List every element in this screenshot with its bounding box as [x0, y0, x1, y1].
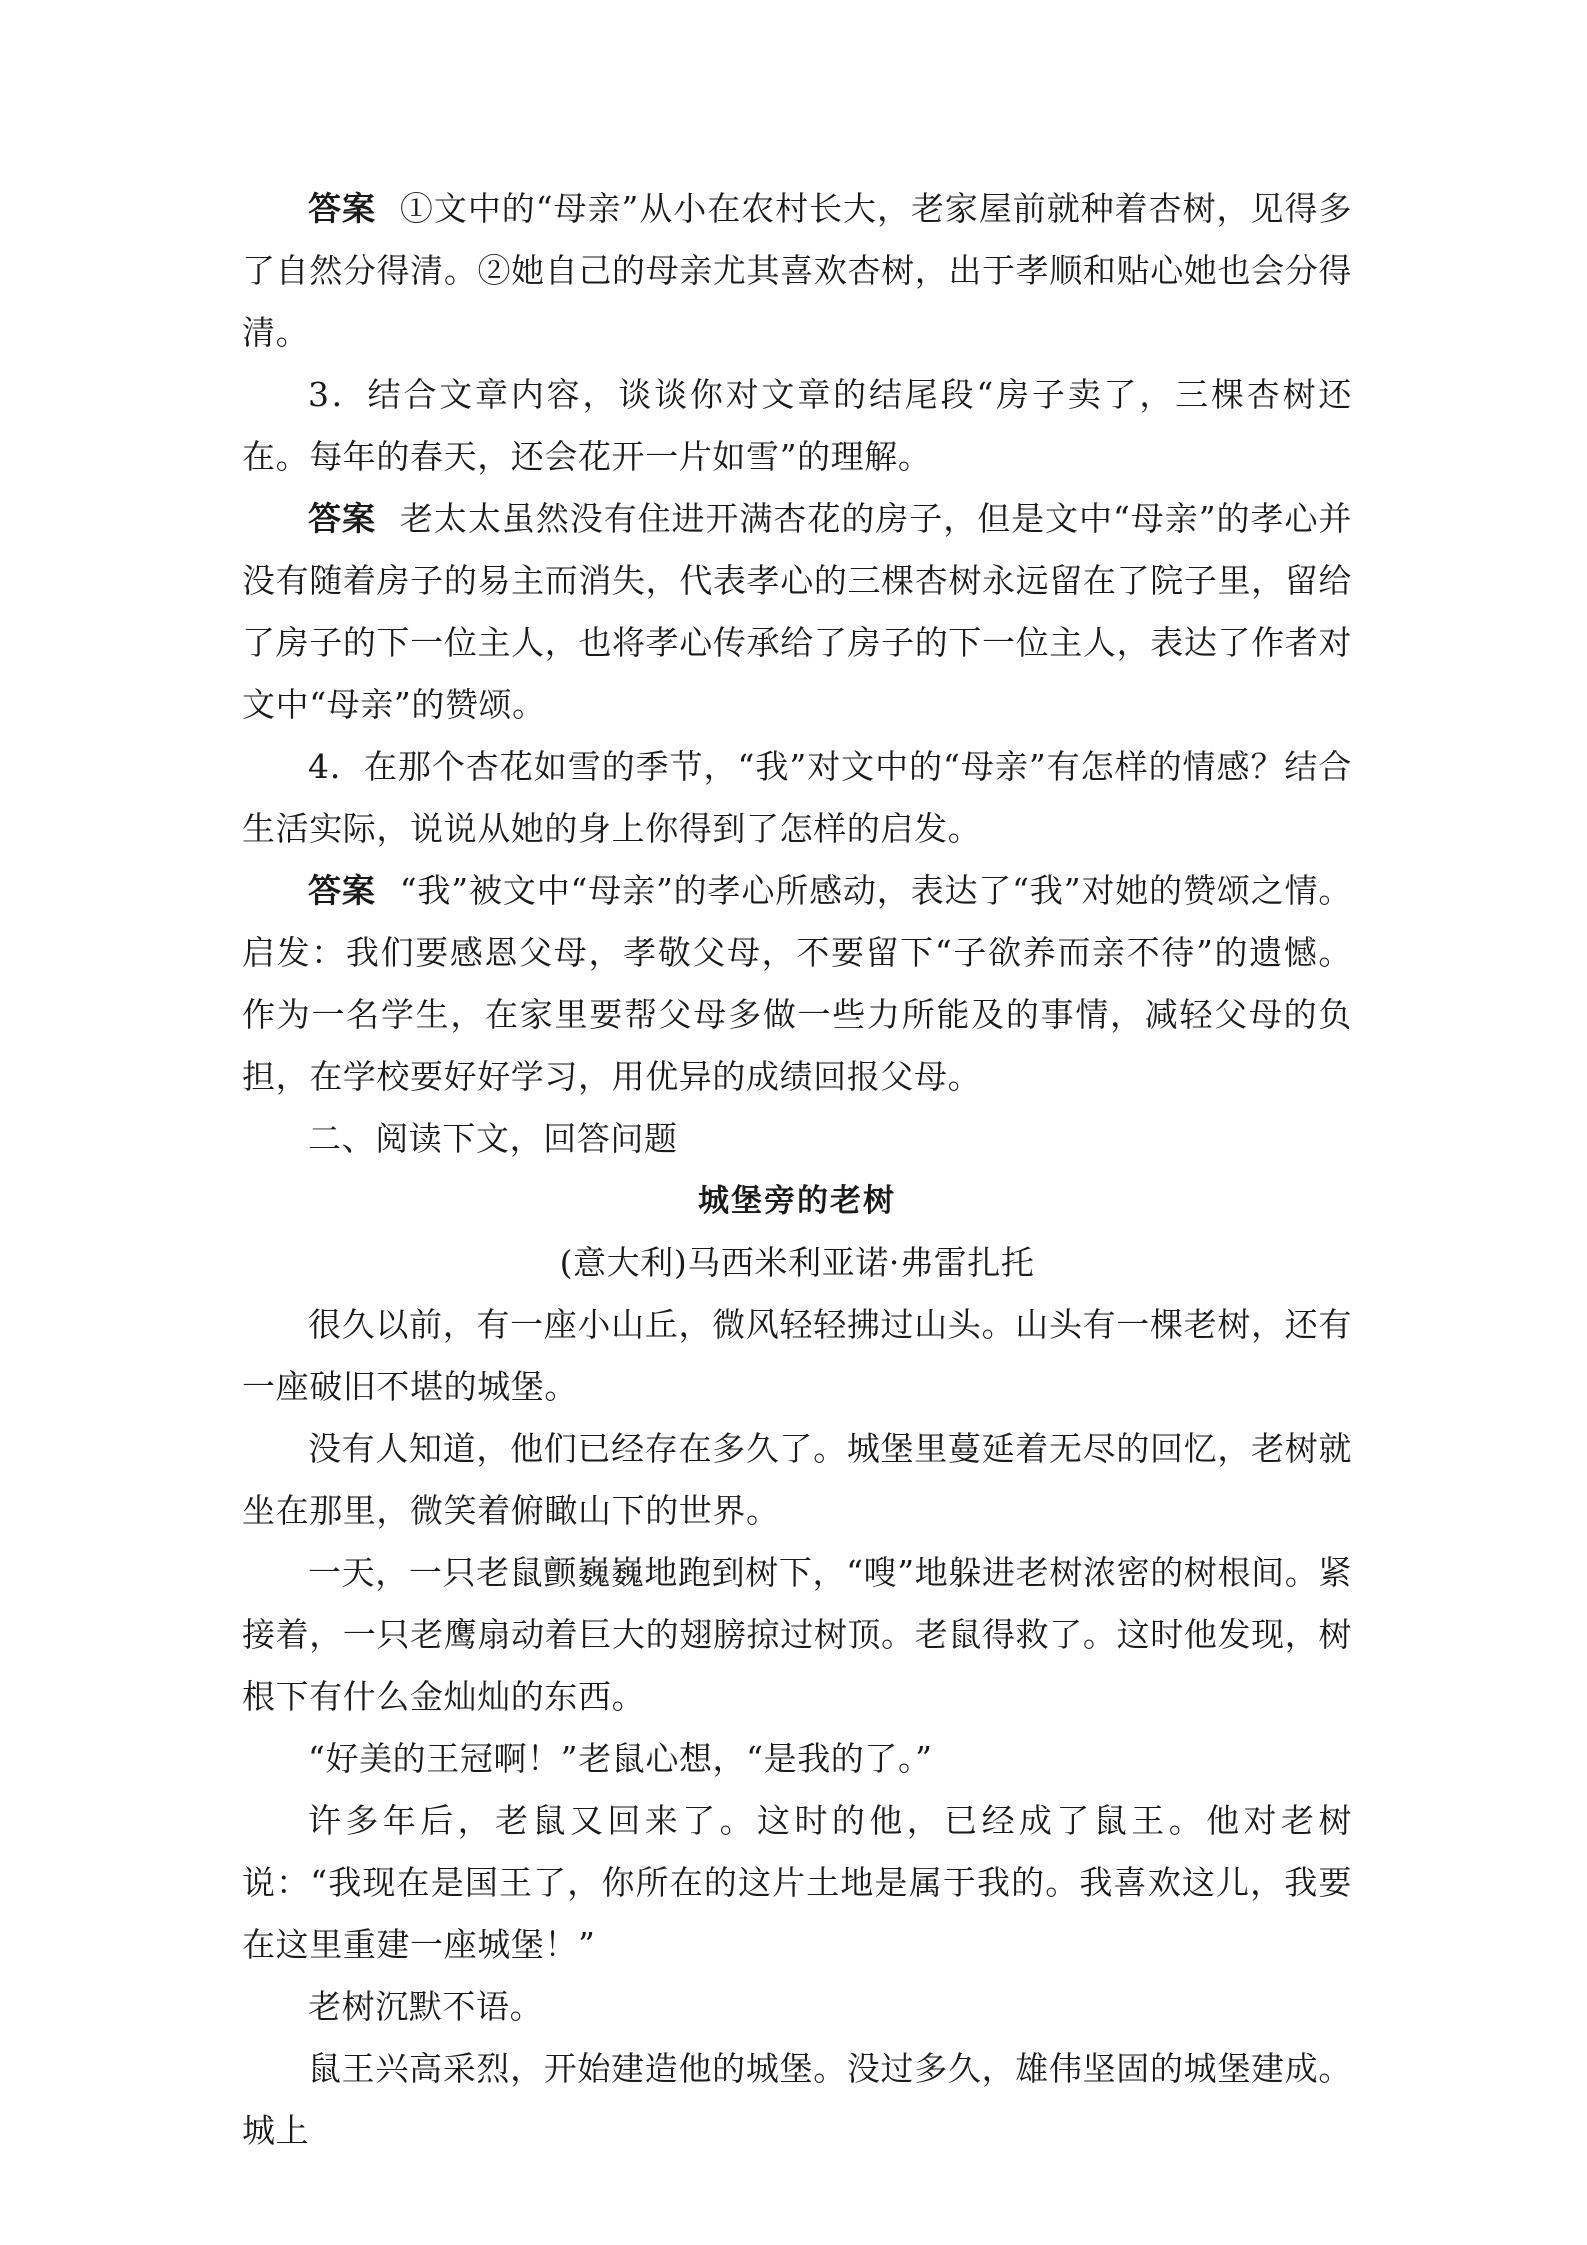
question-3: 3．结合文章内容，谈谈你对文章的结尾段“房子卖了，三棵杏树还在。每年的春天，还会花开一片如雪”的理解。	[242, 375, 1352, 476]
story-paragraph: 老树沉默不语。	[308, 1987, 544, 2026]
story-paragraph: 一天，一只老鼠颤巍巍地跑到树下，“嗖”地躲进老树浓密的树根间。紧接着，一只老鹰扇动着巨大的翅膀掠过树顶。老鼠得救了。这时他发现，树根下有什么金灿灿的东西。	[242, 1553, 1352, 1716]
answer-label: 答案	[308, 189, 376, 228]
story-title: 城堡旁的老树	[698, 1183, 896, 1219]
section-2-heading: 二、阅读下文，回答问题	[308, 1119, 678, 1158]
story-paragraph: 没有人知道，他们已经存在多久了。城堡里蔓延着无尽的回忆，老树就坐在那里，微笑着俯瞰山下的世界。	[242, 1429, 1352, 1530]
document-page	[242, 178, 1352, 2162]
story-paragraph: “好美的王冠啊！”老鼠心想，“是我的了。”	[308, 1739, 933, 1778]
story-paragraph: 许多年后，老鼠又回来了。这时的他，已经成了鼠王。他对老树说：“我现在是国王了，你所在的这片土地是属于我的。我喜欢这儿，我要在这里重建一座城堡！”	[242, 1801, 1352, 1964]
answer-3	[242, 488, 1352, 736]
answer-4	[242, 860, 1352, 1108]
answer-label: 答案	[308, 871, 376, 910]
answer-2	[242, 178, 1352, 364]
answer-2-text: ①文中的“母亲”从小在农村长大，老家屋前就种着杏树，见得多了自然分得清。②她自己的母亲尤其喜欢杏树，出于孝顺和贴心她也会分得清。	[242, 189, 1352, 352]
story-author: (意大利)马西米利亚诺·弗雷扎托	[559, 1243, 1035, 1282]
answer-4-text: “我”被文中“母亲”的孝心所感动，表达了“我”对她的赞颂之情。启发：我们要感恩父母，孝敬父母，不要留下“子欲养而亲不待”的遗憾。作为一名学生，在家里要帮父母多做一些力所能及的事情，减轻父母的负担，在学校要好好学习，用优异的成绩回报父母。	[242, 871, 1352, 1096]
answer-label: 答案	[308, 499, 376, 538]
story-paragraph: 很久以前，有一座小山丘，微风轻轻拂过山头。山头有一棵老树，还有一座破旧不堪的城堡。	[242, 1305, 1352, 1406]
question-4: 4．在那个杏花如雪的季节，“我”对文中的“母亲”有怎样的情感？结合生活实际，说说从她的身上你得到了怎样的启发。	[242, 747, 1352, 848]
story-paragraph: 鼠王兴高采烈，开始建造他的城堡。没过多久，雄伟坚固的城堡建成。城上	[242, 2049, 1352, 2150]
answer-3-text: 老太太虽然没有住进开满杏花的房子，但是文中“母亲”的孝心并没有随着房子的易主而消失，代表孝心的三棵杏树永远留在了院子里，留给了房子的下一位主人，也将孝心传承给了房子的下一位主人，表达了作者对文中“母亲”的赞颂。	[242, 499, 1352, 724]
